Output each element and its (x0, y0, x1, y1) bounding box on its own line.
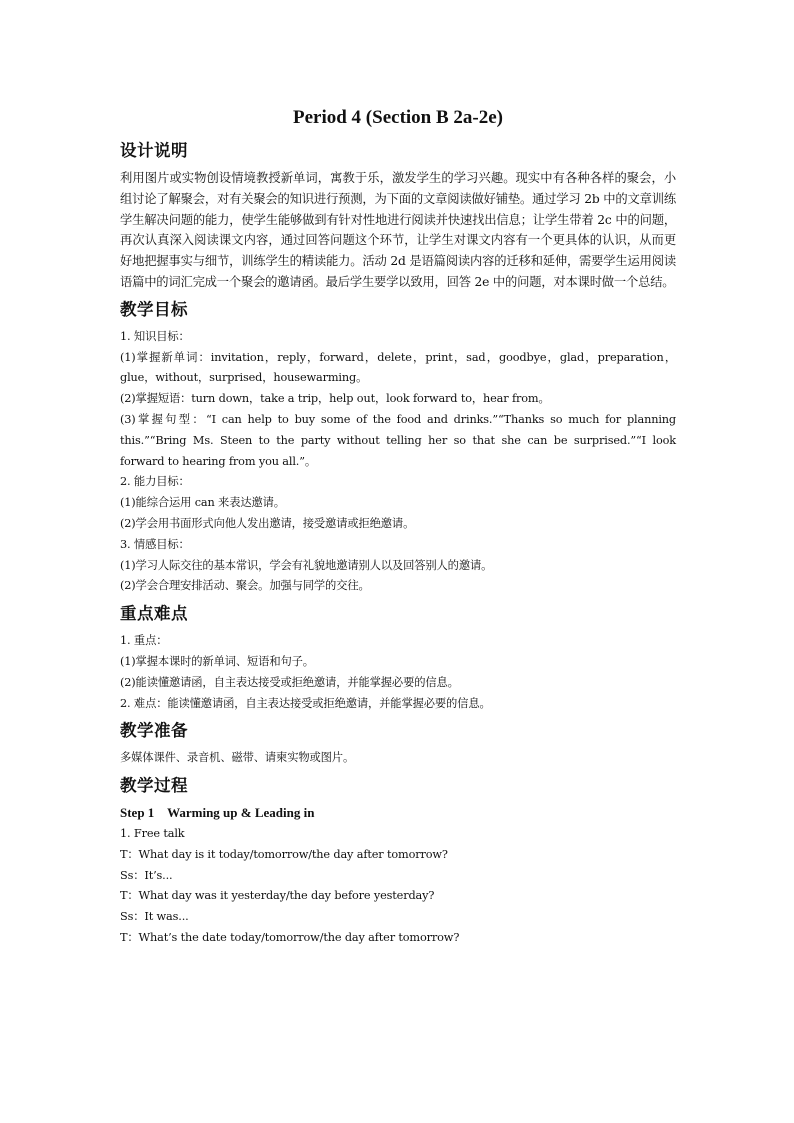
goals-line: 2. 能力目标： (120, 475, 190, 489)
page-title: Period 4 (Section B 2a-2e) (292, 107, 503, 128)
preparation-line: 多媒体课件、录音机、磁带、请柬实物或图片。 (120, 751, 355, 765)
design-paragraph: 利用图片或实物创设情境教授新单词，寓教于乐，激发学生的学习兴趣。现实中有各种各样的聚会，小组讨论了解聚会，对有关聚会的知识进行预测，为下面的文章阅读做好铺垫。通过学习 2b 中的文章训练学生解决问题的能力，使学生能够做到有针对性地进行阅读并快速找出信息；让学生带着 2c 中的问题，再次认真深入阅读课文内容，通过回答问题这个环节，让学生对课文内容有一个更具体的认识，从而更好地把握事实与细节，训练学生的精读能力。活动 2d 是语篇阅读内容的迁移和延伸，需要学生运用阅读语篇中的词汇完成一个聚会的邀请函。最后学生要学以致用，回答 2e 中的问题，对本课时做一个总结。 (120, 171, 676, 289)
goals-line: 1. 知识目标： (120, 329, 190, 343)
process-line: Ss：It was... (120, 910, 189, 924)
goals-line: (2)学会合理安排活动、聚会。加强与同学的交往。 (120, 579, 370, 593)
difficulties-line: 1. 重点： (120, 634, 168, 648)
difficulties-line: 2. 难点：能读懂邀请函，自主表达接受或拒绝邀请，并能掌握必要的信息。 (120, 696, 491, 710)
step-label: Step 1 (120, 805, 155, 821)
difficulties-line: (2)能读懂邀请函，自主表达接受或拒绝邀请，并能掌握必要的信息。 (120, 675, 459, 689)
heading-difficulties: 重点难点 (120, 604, 188, 624)
step-heading (120, 803, 676, 824)
heading-design: 设计说明 (120, 141, 188, 160)
process-line: T：What day is it today/tomorrow/the day after tomorrow? (120, 847, 448, 861)
heading-process: 教学过程 (120, 776, 188, 796)
heading-goals: 教学目标 (120, 299, 188, 319)
process-line: Ss：It’s... (120, 868, 173, 882)
goals-line: (1)学习人际交往的基本常识，学会有礼貌地邀请别人以及回答别人的邀请。 (120, 558, 493, 572)
process-line: T：What’s the date today/tomorrow/the day after tomorrow? (120, 930, 460, 944)
goals-line: (1)能综合运用 can 来表达邀请。 (120, 496, 285, 510)
page-content (120, 104, 676, 949)
goals-line: (3)掌握句型：“I can help to buy some of the food and drinks.”“Thanks so much for planning this.”“Bring Ms. Steen to the party without telling her so that she can be surprised.”“I look forward to hearing from you all.”。 (120, 412, 676, 468)
heading-preparation: 教学准备 (120, 721, 188, 741)
goals-line: (2)学会用书面形式向他人发出邀请，接受邀请或拒绝邀请。 (120, 516, 415, 530)
goals-line: (1)掌握新单词：invitation，reply，forward，delete，print，sad，goodbye，glad，preparation，glue，without，surprised，housewarming。 (120, 350, 676, 385)
difficulties-line: (1)掌握本课时的新单词、短语和句子。 (120, 654, 314, 668)
goals-line: 3. 情感目标： (120, 537, 190, 551)
step-title: Warming up & Leading in (167, 805, 315, 821)
process-line: 1. Free talk (120, 826, 185, 840)
process-line: T：What day was it yesterday/the day before yesterday? (120, 889, 435, 903)
goals-line: (2)掌握短语：turn down，take a trip，help out，look forward to，hear from。 (120, 392, 550, 406)
